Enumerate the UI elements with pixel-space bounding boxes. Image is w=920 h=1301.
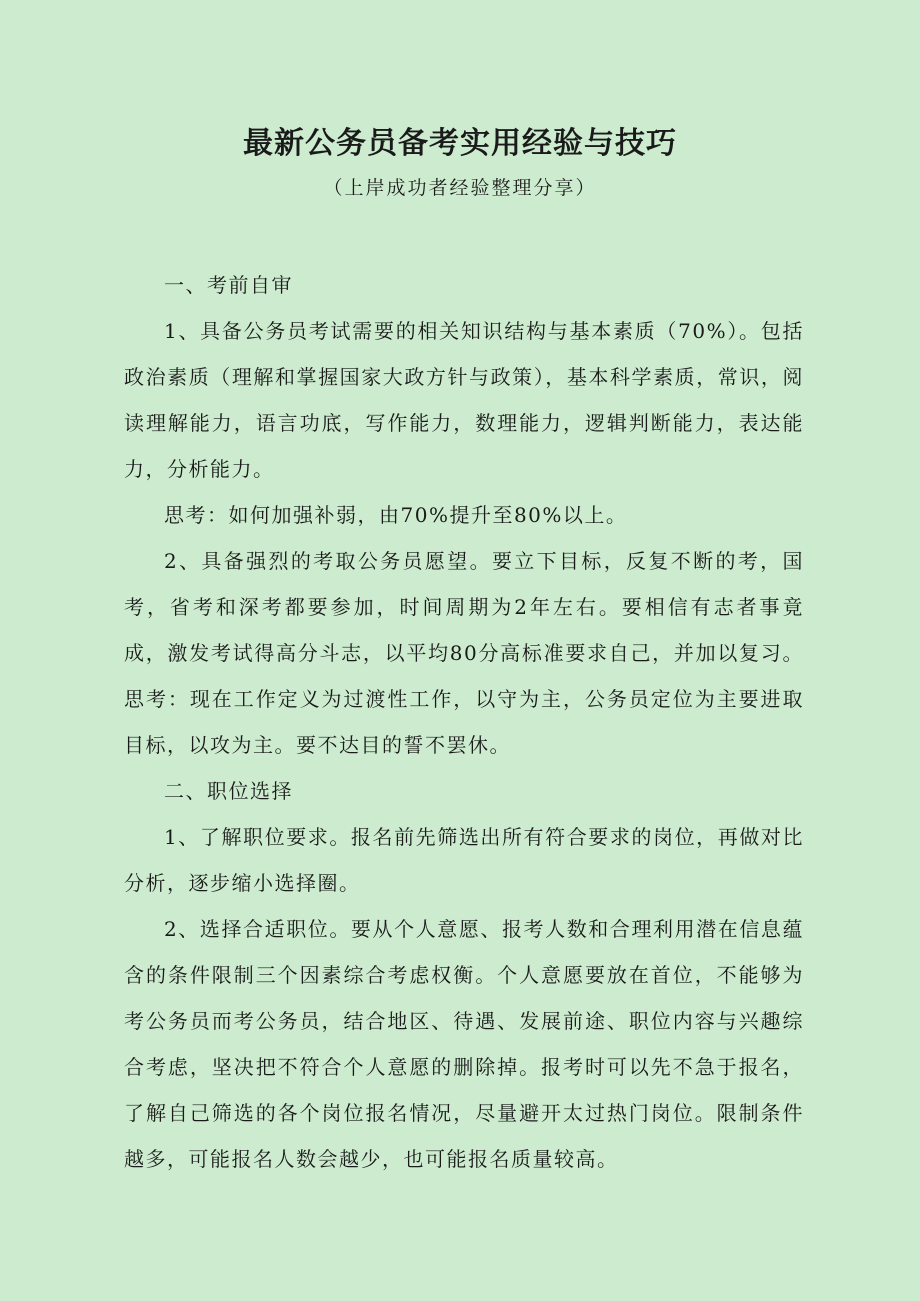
paragraph-knowledge-structure: 1、具备公务员考试需要的相关知识结构与基本素质（70%）。包括政治素质（理解和掌握国家大政方针与政策），基本科学素质，常识，阅读理解能力，语言功底，写作能力，数理能力，逻辑判断能力，表达能力，分析能力。 [124,319,804,481]
section-heading-position-choice: 二、职位选择 [164,779,293,803]
paragraph-choose-position: 2、选择合适职位。要从个人意愿、报考人数和合理利用潜在信息蕴含的条件限制三个因素综合考虑权衡。个人意愿要放在首位，不能够为考公务员而考公务员，结合地区、待遇、发展前途、职位内容与兴趣综合考虑，坚决把不符合个人意愿的删除掉。报考时可以先不急于报名，了解自己筛选的各个岗位报名情况，尽量避开太过热门岗位。限制条件越多，可能报名人数会越少，也可能报名质量较高。 [124,917,804,1171]
document-subtitle: （上岸成功者经验整理分享） [323,177,597,199]
paragraph-know-requirements: 1、了解职位要求。报名前先筛选出所有符合要求的岗位，再做对比分析，逐步缩小选择圈。 [124,825,804,895]
paragraph-thinking-improve: 思考：如何加强补弱，由70%提升至80%以上。 [164,503,628,527]
document-body [124,262,804,1182]
document-title: 最新公务员备考实用经验与技巧 [243,126,677,161]
paragraph-strong-desire: 2、具备强烈的考取公务员愿望。要立下目标，反复不断的考，国考，省考和深考都要参加，时间周期为2年左右。要相信有志者事竟成，激发考试得高分斗志，以平均80分高标准要求自己，并加以复习。思考：现在工作定义为过渡性工作，以守为主，公务员定位为主要进取目标，以攻为主。要不达目的誓不罢休。 [124,549,804,757]
section-heading-self-review: 一、考前自审 [164,273,293,297]
